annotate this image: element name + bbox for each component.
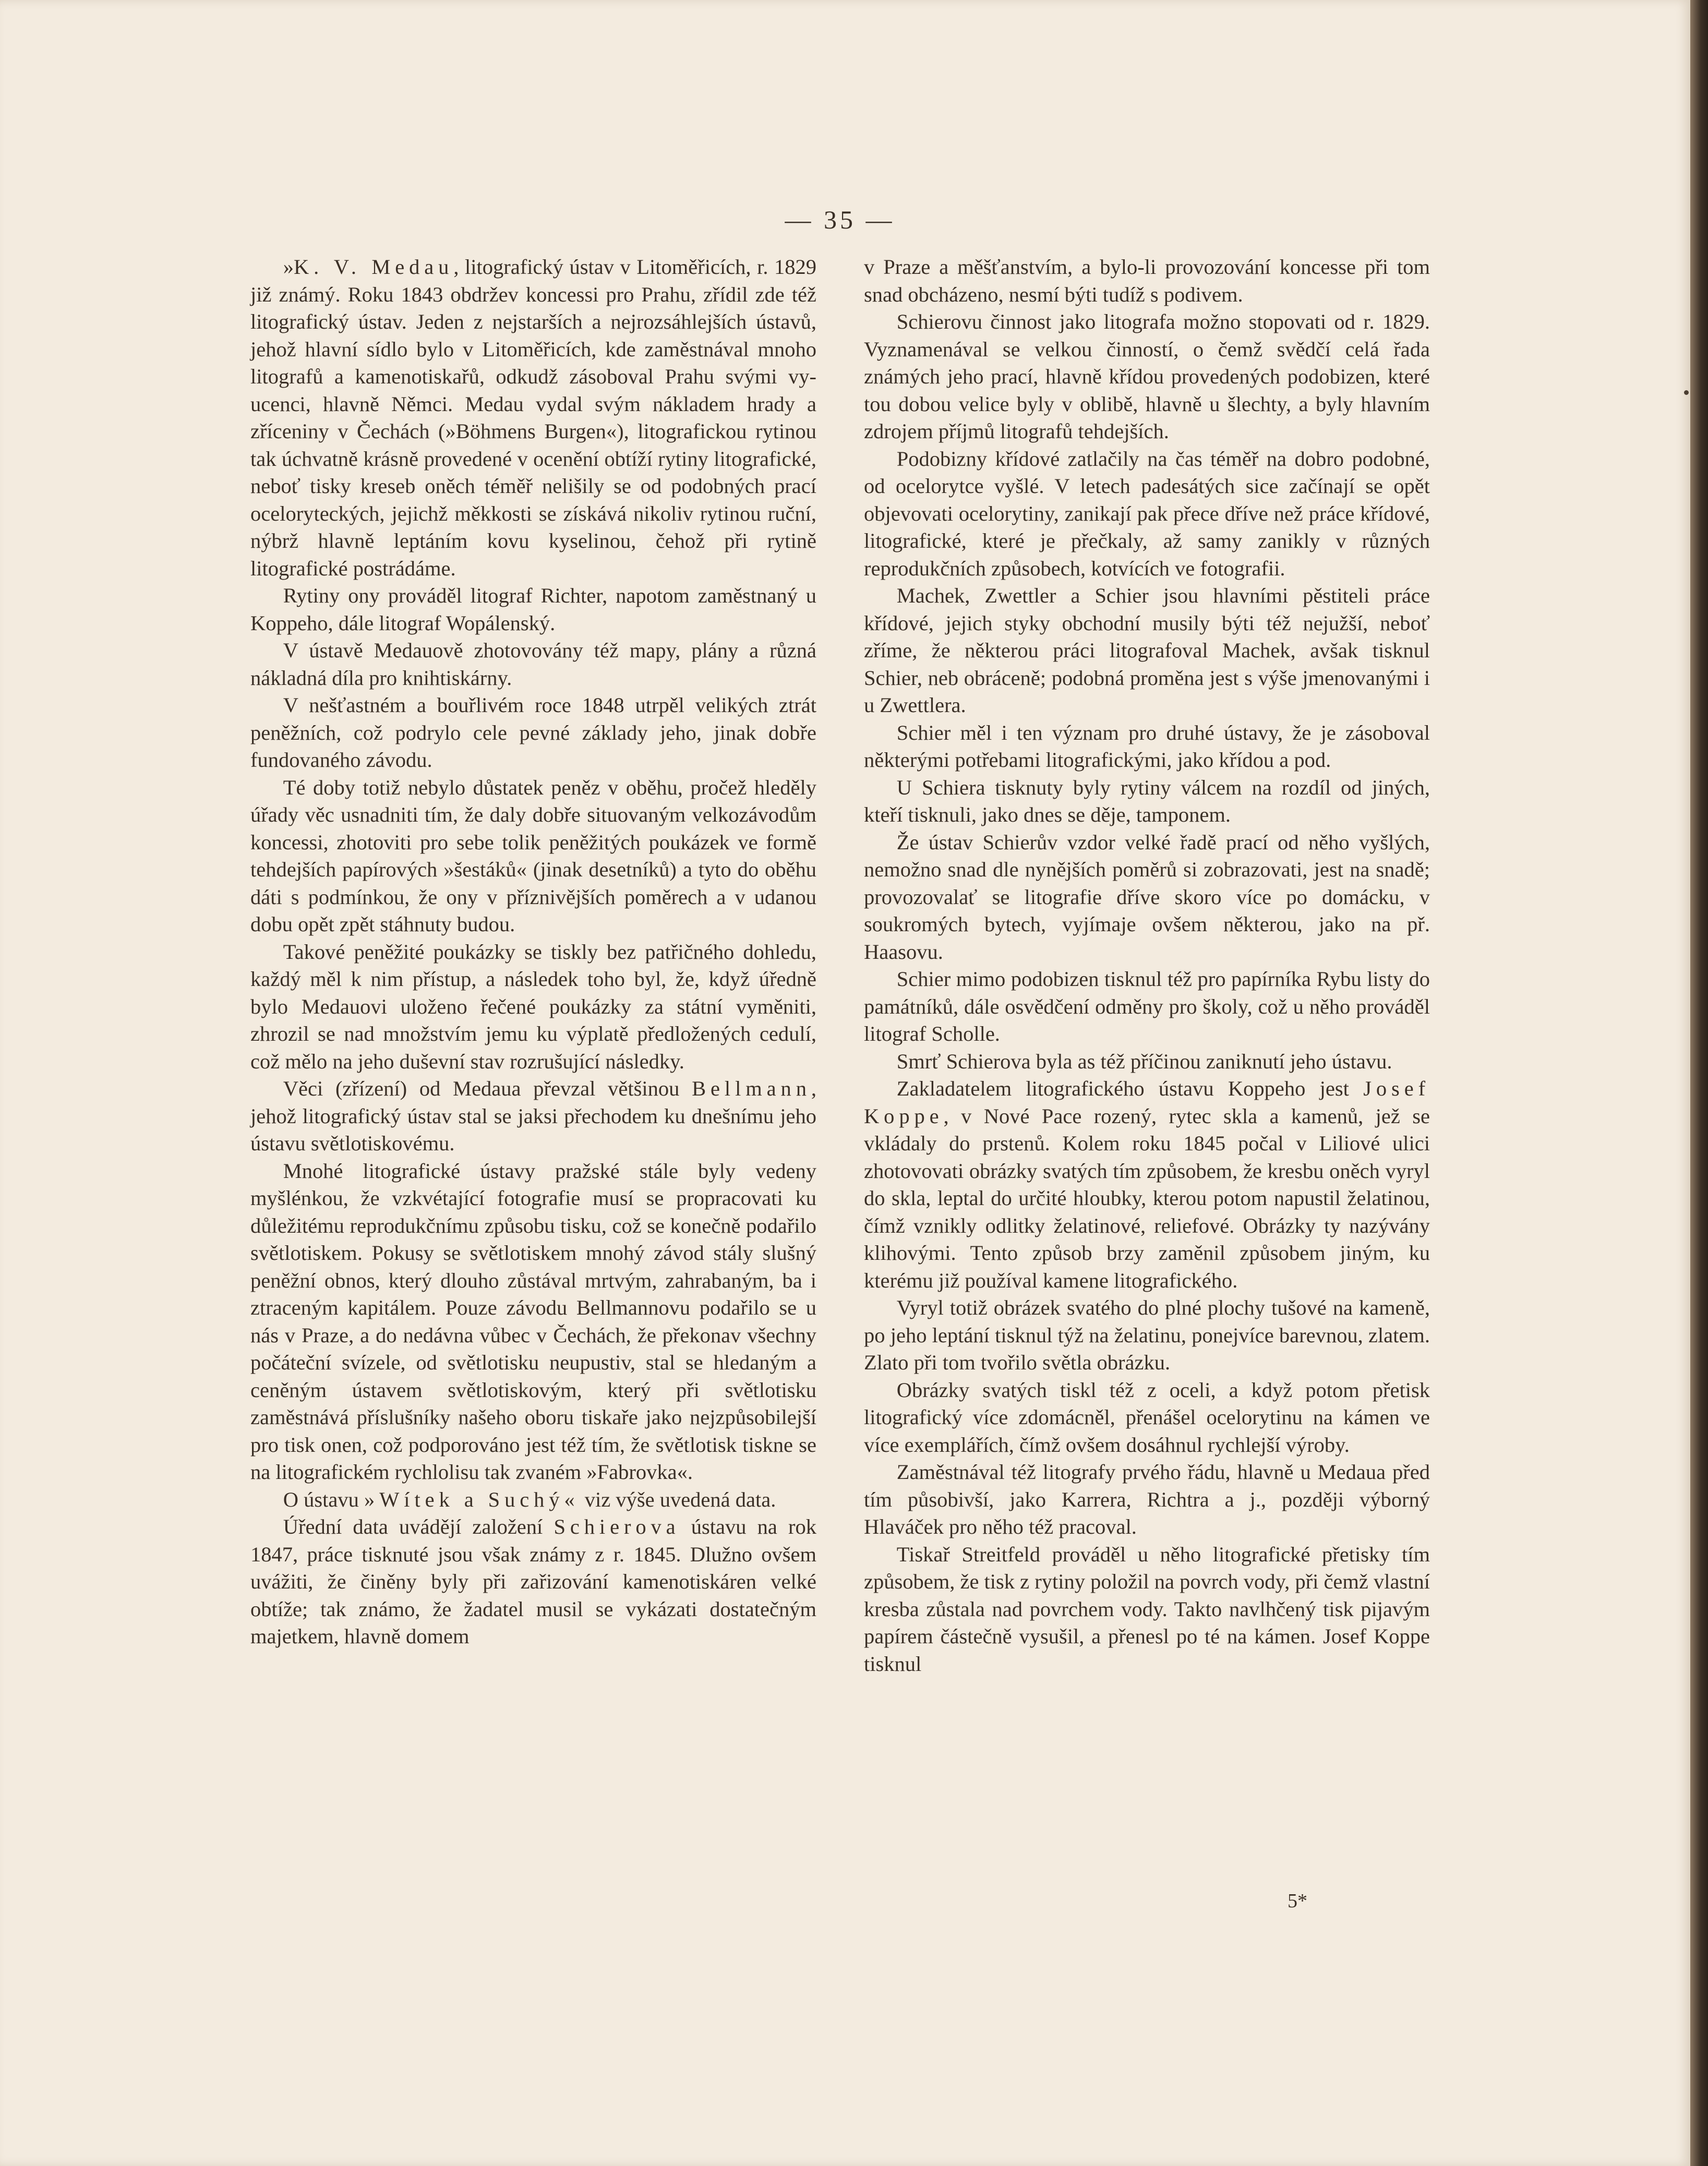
paragraph: Schier měl i ten význam pro druhé ústavy, že je zásoboval některými potřebami litografickými, jako křídou a pod. — [864, 720, 1430, 772]
paragraph — [864, 1075, 1430, 1294]
paragraph: Podobizny křídové zatlačily na čas téměř na dobro podobné, od ocelorytce vyšlé. V letech padesátých sice začínají se opět objevovati ocelorytiny, zanikají pak přece dříve než práce křídové, litografické, které je přečkaly, až samy zanikly v různých reprodukčních způsobech, kotvících ve fotografii. — [864, 447, 1430, 580]
person-name: Josef Koppe — [864, 1077, 1430, 1128]
paragraph: Obrázky svatých tiskl též z oceli, a když potom přetisk litografický více zdomácněl, přenášel ocelorytinu na kámen ve více exemplářích, čímž ovšem dosáhnul rychlejší výroby. — [864, 1378, 1430, 1457]
paragraph: Machek, Zwettler a Schier jsou hlavními pěstiteli práce křídové, jejich styky obchodní musily býti též nejužší, neboť zříme, že některou práci litografoval Machek, avšak tisknul Schier, neb obráceně; podobná proměna jest s výše jmenovanými i u Zwettlera. — [864, 584, 1430, 717]
paragraph: V nešťastném a bouřlivém roce 1848 utrpěl velikých ztrát peněžních, což podrylo cele pevné základy jeho, jinak dobře fundovaného závodu. — [250, 693, 816, 772]
paragraph: Té doby totiž nebylo důstatek peněz v oběhu, pročež hleděly úřady věc usnadniti tím, že daly dobře situovaným velkozávodům koncessi, zhotoviti pro sebe tolik peněžitých poukázek ve formě tehdejších papírových »šestáků« (jinak desetníků) a tyto do oběhu dáti s podmínkou, že ony v příznivějších poměrech a v udanou dobu opět zpět stáhnuty budou. — [250, 775, 816, 936]
paragraph — [250, 1513, 816, 1651]
paragraph-text: ústavu na rok 1847, práce tisknuté jsou však známy z r. 1845. Dlužno ovšem uvážiti, že činěny byly při zařizování kamenotiskáren velké obtíže; tak známo, že žadatel musil se vykázati dostatečným majetkem, hlavně domem — [250, 1515, 817, 1648]
company-name: Schierova — [554, 1515, 680, 1538]
paragraph: V ústavě Medauově zhotovovány též mapy, plány a různá nákladná díla pro knihtiskárny. — [250, 639, 816, 690]
paragraph-text: Věci (zřízení) od Medaua převzal většinou — [283, 1077, 692, 1100]
book-binding-edge — [1690, 0, 1708, 2166]
paper-speck — [1684, 390, 1689, 395]
paragraph-text: Zakladatelem litografického ústavu Koppeho jest — [896, 1077, 1364, 1100]
company-name: Bellmann — [692, 1077, 811, 1100]
paragraph: Tiskař Streitfeld prováděl u něho litografické přetisky tím způsobem, že tisk z rytiny položil na povrch vody, při čemž vlastní kresba zůstala nad povrchem vody. Takto navlhčený tisk pijavým papírem částečně vysušil, a přenesl po té na kámen. Josef Koppe tisknul — [864, 1542, 1430, 1676]
paragraph: »K. V. Medau, litografický ústav v Litoměřicích, r. 1829 již známý. Roku 1843 obdržev koncessi pro Prahu, zřídil zde též litografický ústav. Jeden z nejstarších a nejrozsáhlejších ústavů, jehož hlavní sídlo bylo v Litoměřicích, kde zaměstnával mnoho litografů a kamenotiskařů, odkudž zásoboval Prahu svými vyucenci, hlavně Němci. Medau vydal svým nákladem hrady a zříceniny v Čechách (»Böhmens Burgen«), litografickou rytinou tak úchvatně krásně provedené v ocenění obtíží rytiny litografické, neboť tisky kreseb oněch téměř nelišily se od podobných prací oceloryteckých, jejichž měkkosti se získává nikoliv rytinou ruční, nýbrž hlavně leptáním kovu kyselinou, čehož při rytině litografické postrádáme. — [250, 255, 816, 580]
paragraph: Vyryl totiž obrázek svatého do plné plochy tušové na kameně, po jeho leptání tisknul týž na želatinu, ponejvíce barevnou, zlatem. Zlato při tom tvořilo světla obrázku. — [864, 1296, 1430, 1374]
paragraph: Mnohé litografické ústavy pražské stále byly vedeny myšlénkou, že vzkvétající fotografie musí se propracovati ku důležitému reprodukčnímu způsobu tisku, což se konečně podařilo světlotiskem. Pokusy se světlotiskem mnohý závod stály slušný peněžní obnos, který dlouho zůstával mrtvým, zahrabaným, ba i ztraceným kapitálem. Pouze závodu Bellmannovu podařilo se u nás v Praze, a do nedávna vůbec v Čechách, že překonav všechny počáteční svízele, od světlotisku neupustiv, stal se hledaným a ceněným ústavem světlotiskovým, který při světlotisku zaměstnává příslušníky našeho oboru tiskaře jako nejzpůsobilejší pro tisk onen, což podporováno jest též tím, že světlotisk tiskne se na litografickém rychlolisu tak zvaném »Fabrovka«. — [250, 1159, 816, 1484]
paragraph — [250, 1486, 816, 1514]
right-column — [864, 254, 1430, 1678]
paragraph: Smrť Schierova byla as též příčinou zaniknutí jeho ústavu. — [896, 1049, 1392, 1073]
paragraph-text: Úřední data uvádějí založení — [283, 1515, 554, 1538]
paragraph — [250, 1075, 816, 1158]
paragraph: Rytiny ony prováděl litograf Richter, napotom zaměstnaný u Koppeho, dále litograf Wopálenský. — [250, 584, 816, 635]
signature-mark: 5* — [1288, 1890, 1307, 1912]
company-name: »Wítek a Suchý« — [364, 1487, 580, 1511]
paragraph-text: , jehož litografický ústav stal se jaksi přechodem ku dnešnímu jeho ústavu světlotiskovému. — [250, 1077, 816, 1155]
paragraph: Takové peněžité poukázky se tiskly bez patřičného dohledu, každý měl k nim přístup, a následek toho byl, že, když úředně bylo Medauovi uloženo řečené poukázky za státní vyměniti, zhrozil se nad množstvím jemu ku výplatě předložených cedulí, což mělo na jeho duševní stav rozrušující následky. — [250, 940, 816, 1073]
company-name: K. V. Medau — [294, 255, 454, 279]
paragraph-text: , litografický ústav v Litoměřicích, r. 1829 již známý. Roku 1843 obdržev koncessi pro Prahu, zřídil zde též litografický ústav. Jeden z nejstarších a nejrozsáhlejších ústavů, jehož hlavní sídlo bylo v Litoměřicích, kde zaměstnával mnoho litografů a kamenotiskařů, odkudž zásoboval Prahu svými vyucenci, hlavně Němci. Medau vydal svým nákladem hrady a zříceniny v Čechách (»Böhmens Burgen«), litografickou rytinou tak úchvatně krásně provedené v ocenění obtíží rytiny litografické, neboť tisky kreseb oněch téměř nelišily se od podobných prací oceloryteckých, jejichž měkkosti se získává nikoliv rytinou ruční, nýbrž hlavně leptáním kovu kyselinou, čehož při rytině litografické postrádáme. — [250, 255, 816, 580]
paragraph: Schierovu činnost jako litografa možno stopovati od r. 1829. Vyznamenával se velkou činností, o čemž svědčí celá řada známých jeho prací, hlavně křídou provedených podobizen, které tou dobou velice byly v oblibě, hlavně u šlechty, a byly hlavním zdrojem příjmů litografů tehdejších. — [864, 310, 1430, 443]
paragraph: Zaměstnával též litografy prvého řádu, hlavně u Medaua před tím působivší, jako Karrera, Richtra a j., později výborný Hlaváček pro něho též pracoval. — [864, 1460, 1430, 1538]
page-number: — 35 — — [785, 205, 895, 234]
paragraph: Schier mimo podobizen tisknul též pro papírníka Rybu listy do památníků, dále osvědčení odměny pro školy, což u něho prováděl litograf Scholle. — [864, 967, 1430, 1045]
paragraph: v Praze a měšťanstvím, a bylo-li provozování koncesse při tom snad obcházeno, nesmí býti tudíž s podivem. — [864, 255, 1430, 306]
paragraph: U Schiera tisknuty byly rytiny válcem na rozdíl od jiných, kteří tisknuli, jako dnes se děje, tamponem. — [864, 775, 1430, 826]
paragraph-text: O ústavu — [283, 1487, 365, 1511]
paragraph-text: , v Nové Pace rozený, rytec skla a kamenů, jež se vkládaly do prstenů. Kolem roku 1845 počal v Liliové ulici zhotovovati obrázky svatých tím způsobem, že kresbu oněch vyryl do skla, leptal do určité hloubky, kterou potom napustil želatinou, čímž vznikly odlitky želatinové, reliefové. Obrázky ty nazývány klihovými. Tento způsob brzy zaměnil způsobem jiným, ku kterému již používal kamene litografického. — [864, 1104, 1430, 1292]
left-column — [250, 254, 816, 1651]
paragraph: Že ústav Schierův vzdor velké řadě prací od něho vyšlých, nemožno snad dle nynějších poměrů si zobrazovati, jest na snadě; provozovalať se litografie dříve skoro více po domácku, v soukromých bytech, vyjímaje ovšem některou, jako na př. Haasovu. — [864, 830, 1430, 964]
paragraph-text: viz výše uvedená data. — [579, 1487, 776, 1511]
